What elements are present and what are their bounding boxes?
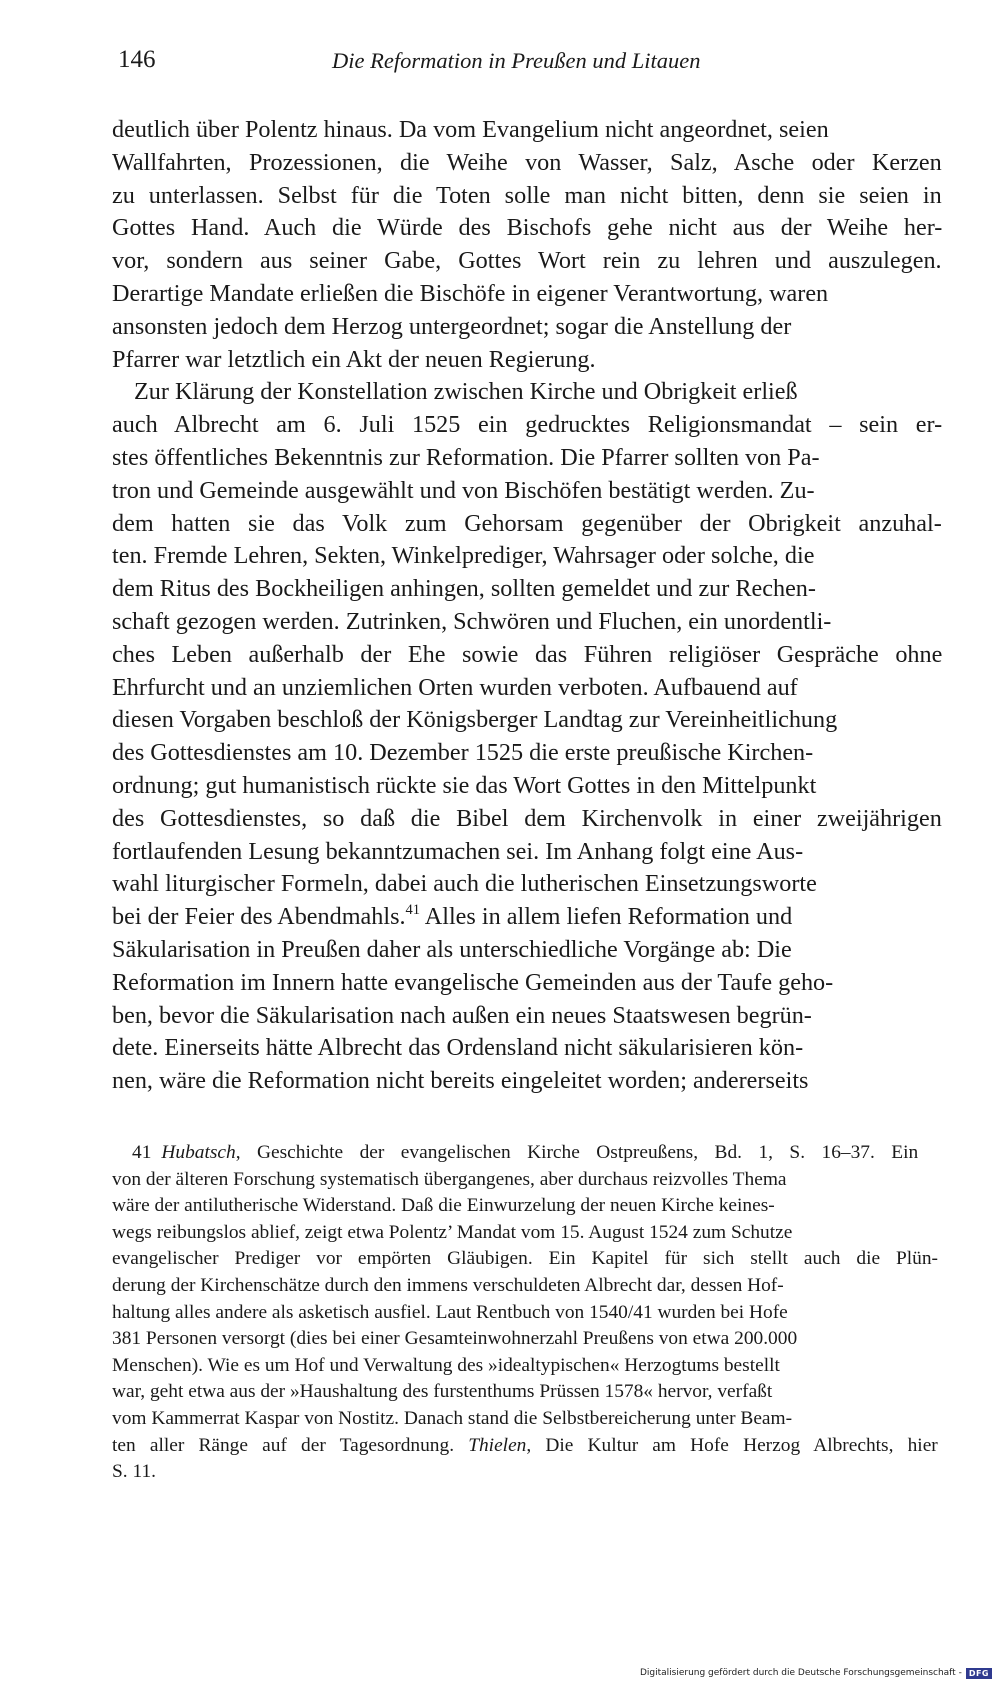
body-line: auch Albrecht am 6. Juli 1525 ein gedrucktes Religionsmandat – sein er- xyxy=(112,411,943,439)
body-line: zu unterlassen. Selbst für die Toten solle man nicht bitten, denn sie seien in xyxy=(112,181,942,209)
body-line: deutlich über Polentz hinaus. Da vom Evangelium nicht angeordnet, seien xyxy=(112,116,829,143)
footnote-line: Menschen). Wie es um Hof und Verwaltung des »idealtypischen« Herzogtums bestellt xyxy=(112,1354,780,1376)
footnote-line: wegs reibungslos ablief, zeigt etwa Polentz’ Mandat vom 15. August 1524 zum Schutze xyxy=(112,1221,793,1243)
footnotes xyxy=(112,1140,938,1486)
body-line: ansonsten jedoch dem Herzog untergeordnet; sogar die Anstellung der xyxy=(112,312,792,340)
digitization-credit xyxy=(640,1665,992,1681)
dfg-logo: DFG xyxy=(966,1668,992,1679)
footnote-line xyxy=(112,1433,938,1460)
footnote-author: Thielen xyxy=(468,1434,527,1456)
footnote-line: war, geht etwa aus der »Haushaltung des furstenthums Prüssen 1578« hervor, verfaßt xyxy=(112,1381,773,1403)
footnote-line: 381 Personen versorgt (dies bei einer Gesamteinwohnerzahl Preußens von etwa 200.000 xyxy=(112,1328,798,1350)
body-line: Derartige Mandate erließen die Bischöfe in eigener Verantwortung, waren xyxy=(112,279,829,307)
footnote-author: Hubatsch xyxy=(161,1142,236,1163)
body-line: Zur Klärung der Konstellation zwischen Kirche und Obrigkeit erließ xyxy=(134,378,798,406)
body-line: Gottes Hand. Auch die Würde des Bischofs gehe nicht aus der Weihe her- xyxy=(112,214,943,242)
body-line: ches Leben außerhalb der Ehe sowie das Führen religiöser Gespräche ohne xyxy=(112,640,943,668)
body-line: Wallfahrten, Prozessionen, die Weihe von Wasser, Salz, Asche oder Kerzen xyxy=(112,148,942,176)
body-line xyxy=(112,901,942,934)
body-line: Pfarrer war letztlich ein Akt der neuen Regierung. xyxy=(112,345,596,373)
body-line: des Gottesdienstes, so daß die Bibel dem Kirchenvolk in einer zweijährigen xyxy=(112,804,942,832)
footnote-line: derung der Kirchenschätze durch den immens verschuldeten Albrecht dar, dessen Hof- xyxy=(112,1274,784,1296)
footnote-text: , Geschichte der evangelischen Kirche Ostpreußens, Bd. 1, S. 16–37. Ein xyxy=(235,1142,919,1163)
footnote-line: S. 11. xyxy=(112,1461,156,1483)
footnote-reference[interactable]: 41 xyxy=(405,901,421,918)
footnote-text: ten aller Ränge auf der Tagesordnung. xyxy=(112,1434,469,1456)
body-line: ben, bevor die Säkularisation nach außen ein neues Staatswesen begrün- xyxy=(112,1001,812,1029)
body-line-text: Alles in allem liefen Reformation und xyxy=(420,903,793,931)
body-line: stes öffentliches Bekenntnis zur Reformation. Die Pfarrer sollten von Pa- xyxy=(112,443,820,471)
body-line: tron und Gemeinde ausgewählt und von Bischöfen bestätigt werden. Zu- xyxy=(112,476,815,504)
body-line: dete. Einerseits hätte Albrecht das Ordensland nicht säkularisieren kön- xyxy=(112,1034,804,1062)
body-line: Säkularisation in Preußen daher als unterschiedliche Vorgänge ab: Die xyxy=(112,935,792,963)
body-line: schaft gezogen werden. Zutrinken, Schwören und Fluchen, ein unordentli- xyxy=(112,607,832,635)
footnote-line: vom Kammerrat Kaspar von Nostitz. Danach stand die Selbstbereicherung unter Beam- xyxy=(112,1407,793,1429)
body-line: dem Ritus des Bockheiligen anhingen, sollten gemeldet und zur Rechen- xyxy=(112,575,816,603)
credit-text: Digitalisierung gefördert durch die Deutsche Forschungsgemeinschaft - xyxy=(639,1668,962,1678)
footnote-line: wäre der antilutherische Widerstand. Daß die Einwurzelung der neuen Kirche keines- xyxy=(112,1195,775,1217)
page-number: 146 xyxy=(118,46,156,73)
body-line: dem hatten sie das Volk zum Gehorsam gegenüber der Obrigkeit anzuhal- xyxy=(112,509,942,537)
body-line: ten. Fremde Lehren, Sekten, Winkelprediger, Wahrsager oder solche, die xyxy=(112,542,815,570)
body-line-text: bei der Feier des Abendmahls. xyxy=(112,903,406,931)
running-head: Die Reformation in Preußen und Litauen xyxy=(332,48,701,73)
body-line: diesen Vorgaben beschloß der Königsberger Landtag zur Vereinheitlichung xyxy=(112,706,838,734)
body-line: nen, wäre die Reformation nicht bereits eingeleitet worden; andererseits xyxy=(112,1067,809,1095)
body-text xyxy=(112,114,942,1098)
body-line: ordnung; gut humanistisch rückte sie das Wort Gottes in den Mittelpunkt xyxy=(112,771,817,799)
body-line: des Gottesdienstes am 10. Dezember 1525 die erste preußische Kirchen- xyxy=(112,739,814,767)
body-line: Ehrfurcht und an unziemlichen Orten wurden verboten. Aufbauend auf xyxy=(112,673,798,701)
body-line: Reformation im Innern hatte evangelische Gemeinden aus der Taufe geho- xyxy=(112,968,834,996)
footnote-line: evangelischer Prediger vor empörten Gläubigen. Ein Kapitel für sich stellt auch die Plün- xyxy=(112,1248,939,1270)
body-line: wahl liturgischer Formeln, dabei auch die lutherischen Einsetzungsworte xyxy=(112,870,817,898)
body-line: fortlaufenden Lesung bekanntzumachen sei. Im Anhang folgt eine Aus- xyxy=(112,837,804,865)
footnote-line: haltung alles andere als asketisch ausfiel. Laut Rentbuch von 1540/41 wurden bei Hofe xyxy=(112,1301,788,1323)
page-header xyxy=(112,46,942,86)
body-line: vor, sondern aus seiner Gabe, Gottes Wort rein zu lehren und auszulegen. xyxy=(112,247,942,275)
footnote-line: von der älteren Forschung systematisch übergangenes, aber durchaus reizvolles Thema xyxy=(112,1168,787,1190)
footnote-text: , Die Kultur am Hofe Herzog Albrechts, hier xyxy=(526,1434,938,1456)
footnote-line xyxy=(112,1140,938,1167)
footnote-number: 41 xyxy=(132,1142,152,1163)
